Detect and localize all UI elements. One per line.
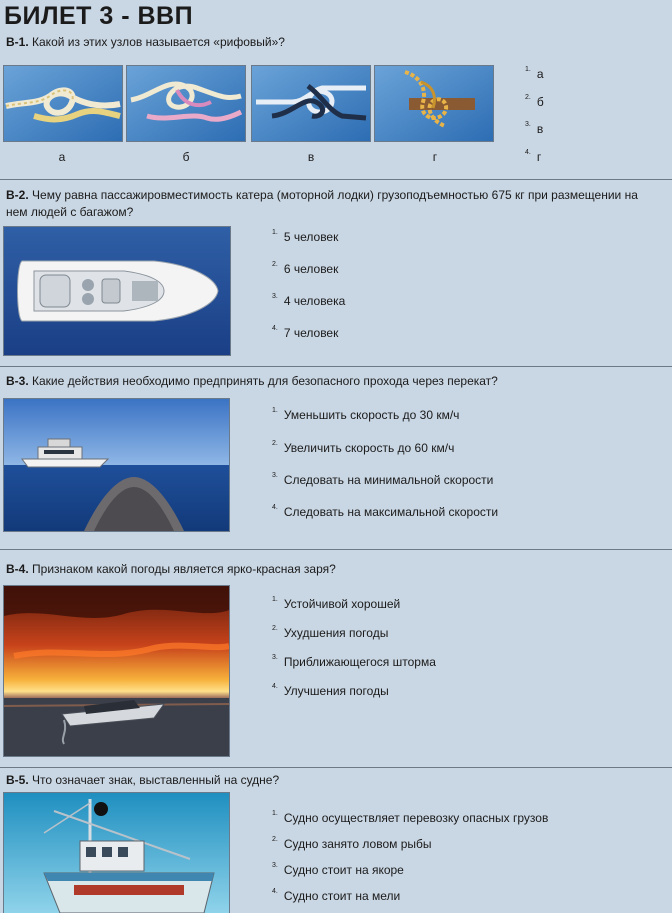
q3-option-4[interactable]: $^{4.}$ Следовать на максимальной скорости	[272, 504, 499, 519]
question-1-text: Какой из этих узлов называется «рифовый»?	[32, 35, 285, 49]
q3-option-3[interactable]: $^{3.}$ Следовать на минимальной скорости	[272, 472, 494, 487]
q5-option-4[interactable]: $^{4.}$ Судно стоит на мели	[272, 888, 401, 903]
q1-option-1[interactable]: $^{1.}$ а	[525, 66, 544, 81]
question-3-text: Какие действия необходимо предпринять для безопасного прохода через перекат?	[32, 374, 498, 388]
knot-letter-v: в	[307, 150, 315, 164]
q4-option-3[interactable]: $^{3.}$ Приближающегося шторма	[272, 654, 436, 669]
question-3	[6, 373, 646, 390]
divider	[0, 549, 672, 550]
q3-option-2[interactable]: $^{2.}$ Увеличить скорость до 60 км/ч	[272, 440, 455, 455]
question-4	[6, 561, 646, 578]
knot-letter-g: г	[432, 150, 438, 164]
q5-option-2[interactable]: $^{2.}$ Судно занято ловом рыбы	[272, 836, 432, 851]
question-2-number: В-2.	[6, 188, 29, 202]
q2-option-3[interactable]: $^{3.}$ 4 человека	[272, 293, 346, 308]
question-4-text: Признаком какой погоды является ярко-красная заря?	[32, 562, 336, 576]
page-title: БИЛЕТ 3 - ВВП	[4, 2, 194, 30]
riffle-crossing-image	[3, 398, 230, 532]
knot-image-g[interactable]	[374, 65, 494, 142]
knot-image-a[interactable]	[3, 65, 123, 142]
q2-option-1[interactable]: $^{1.}$ 5 человек	[272, 229, 339, 244]
knot-letter-b: б	[182, 150, 190, 164]
question-1-number: В-1.	[6, 35, 29, 49]
question-5	[6, 772, 646, 789]
boat-topview-image	[3, 226, 231, 356]
red-sunset-image	[3, 585, 230, 757]
question-3-number: В-3.	[6, 374, 29, 388]
q4-option-4[interactable]: $^{4.}$ Улучшения погоды	[272, 683, 389, 698]
knot-image-b[interactable]	[126, 65, 246, 142]
divider	[0, 366, 672, 367]
q5-option-3[interactable]: $^{3.}$ Судно стоит на якоре	[272, 862, 404, 877]
question-4-number: В-4.	[6, 562, 29, 576]
q1-option-4[interactable]: $^{4.}$ г	[525, 149, 542, 164]
divider	[0, 179, 672, 180]
q1-option-3[interactable]: $^{3.}$ в	[525, 121, 544, 136]
q5-option-1[interactable]: $^{1.}$ Судно осуществляет перевозку опасных грузов	[272, 810, 549, 825]
q4-option-1[interactable]: $^{1.}$ Устойчивой хорошей	[272, 596, 401, 611]
q2-option-2[interactable]: $^{2.}$ 6 человек	[272, 261, 339, 276]
divider	[0, 767, 672, 768]
knot-image-v[interactable]	[251, 65, 371, 142]
knot-letter-a: а	[58, 150, 66, 164]
q4-option-2[interactable]: $^{2.}$ Ухудшения погоды	[272, 625, 389, 640]
question-2	[6, 187, 646, 221]
question-5-number: В-5.	[6, 773, 29, 787]
question-5-text: Что означает знак, выставленный на судне?	[32, 773, 280, 787]
q3-option-1[interactable]: $^{1.}$ Уменьшить скорость до 30 км/ч	[272, 407, 460, 422]
q2-option-4[interactable]: $^{4.}$ 7 человек	[272, 325, 339, 340]
q1-option-2[interactable]: $^{2.}$ б	[525, 94, 544, 109]
fishing-vessel-image	[3, 792, 230, 913]
question-1	[6, 34, 646, 51]
question-2-text: Чему равна пассажировместимость катера (моторной лодки) грузоподъемностью 675 кг при размещении на нем людей с багажом?	[6, 188, 638, 219]
